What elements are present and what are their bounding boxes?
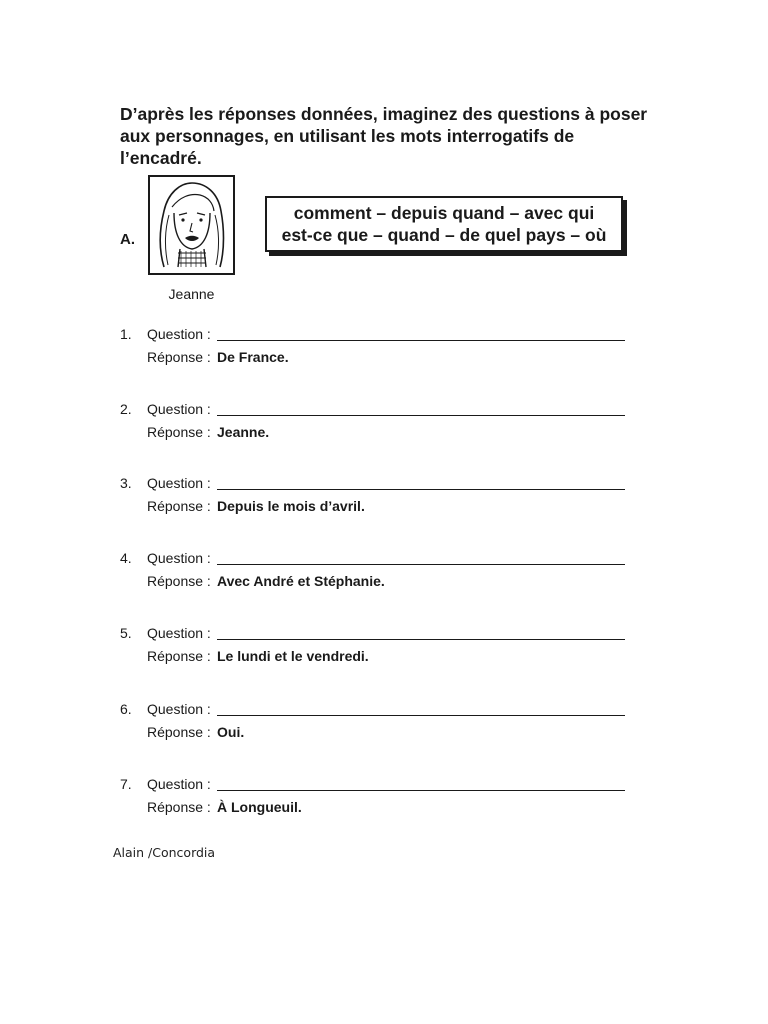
exercise-item [120, 776, 630, 826]
question-label: Question : [147, 776, 211, 792]
question-label: Question : [147, 475, 211, 491]
question-label: Question : [147, 701, 211, 717]
answer-text: De France. [217, 349, 289, 365]
question-answer-line[interactable] [217, 790, 625, 791]
question-label: Question : [147, 326, 211, 342]
exercise-item [120, 326, 630, 376]
portrait-caption: Jeanne [168, 286, 215, 302]
item-number: 4. [120, 550, 132, 566]
item-number: 6. [120, 701, 132, 717]
question-answer-line[interactable] [217, 489, 625, 490]
question-label: Question : [147, 550, 211, 566]
answer-text: Jeanne. [217, 424, 270, 440]
word-box-line-1: comment – depuis quand – avec qui [293, 203, 595, 223]
answer-text: Le lundi et le vendredi. [217, 648, 369, 664]
answer-text: Oui. [217, 724, 245, 740]
question-answer-line[interactable] [217, 340, 625, 341]
answer-label: Réponse : [147, 648, 211, 664]
exercise-item [120, 701, 630, 751]
question-label: Question : [147, 625, 211, 641]
item-number: 7. [120, 776, 132, 792]
question-answer-line[interactable] [217, 639, 625, 640]
answer-label: Réponse : [147, 498, 211, 514]
item-number: 2. [120, 401, 132, 417]
item-number: 1. [120, 326, 132, 342]
item-number: 3. [120, 475, 132, 491]
section-letter: A. [120, 231, 135, 248]
question-label: Question : [147, 401, 211, 417]
exercise-item [120, 475, 630, 525]
exercise-item [120, 625, 630, 675]
exercise-item [120, 401, 630, 451]
item-number: 5. [120, 625, 132, 641]
answer-text: Avec André et Stéphanie. [217, 573, 385, 589]
answer-text: À Longueuil. [217, 799, 302, 815]
answer-label: Réponse : [147, 799, 211, 815]
answer-label: Réponse : [147, 424, 211, 440]
instructions-line-1: D’après les réponses données, imaginez des questions à poser [120, 104, 648, 124]
question-answer-line[interactable] [217, 564, 625, 565]
word-box-line-2: est-ce que – quand – de quel pays – où [281, 225, 607, 245]
answer-label: Réponse : [147, 573, 211, 589]
answer-text: Depuis le mois d’avril. [217, 498, 365, 514]
instructions [120, 103, 660, 169]
footer-credit: Alain /Concordia [113, 845, 216, 860]
exercise-item [120, 550, 630, 600]
answer-label: Réponse : [147, 724, 211, 740]
instructions-line-2: aux personnages, en utilisant les mots interrogatifs de l’encadré. [120, 126, 575, 168]
portrait-image [148, 175, 235, 275]
interrogative-words-box [265, 196, 623, 252]
woman-portrait-icon [150, 177, 233, 273]
answer-label: Réponse : [147, 349, 211, 365]
question-answer-line[interactable] [217, 715, 625, 716]
question-answer-line[interactable] [217, 415, 625, 416]
